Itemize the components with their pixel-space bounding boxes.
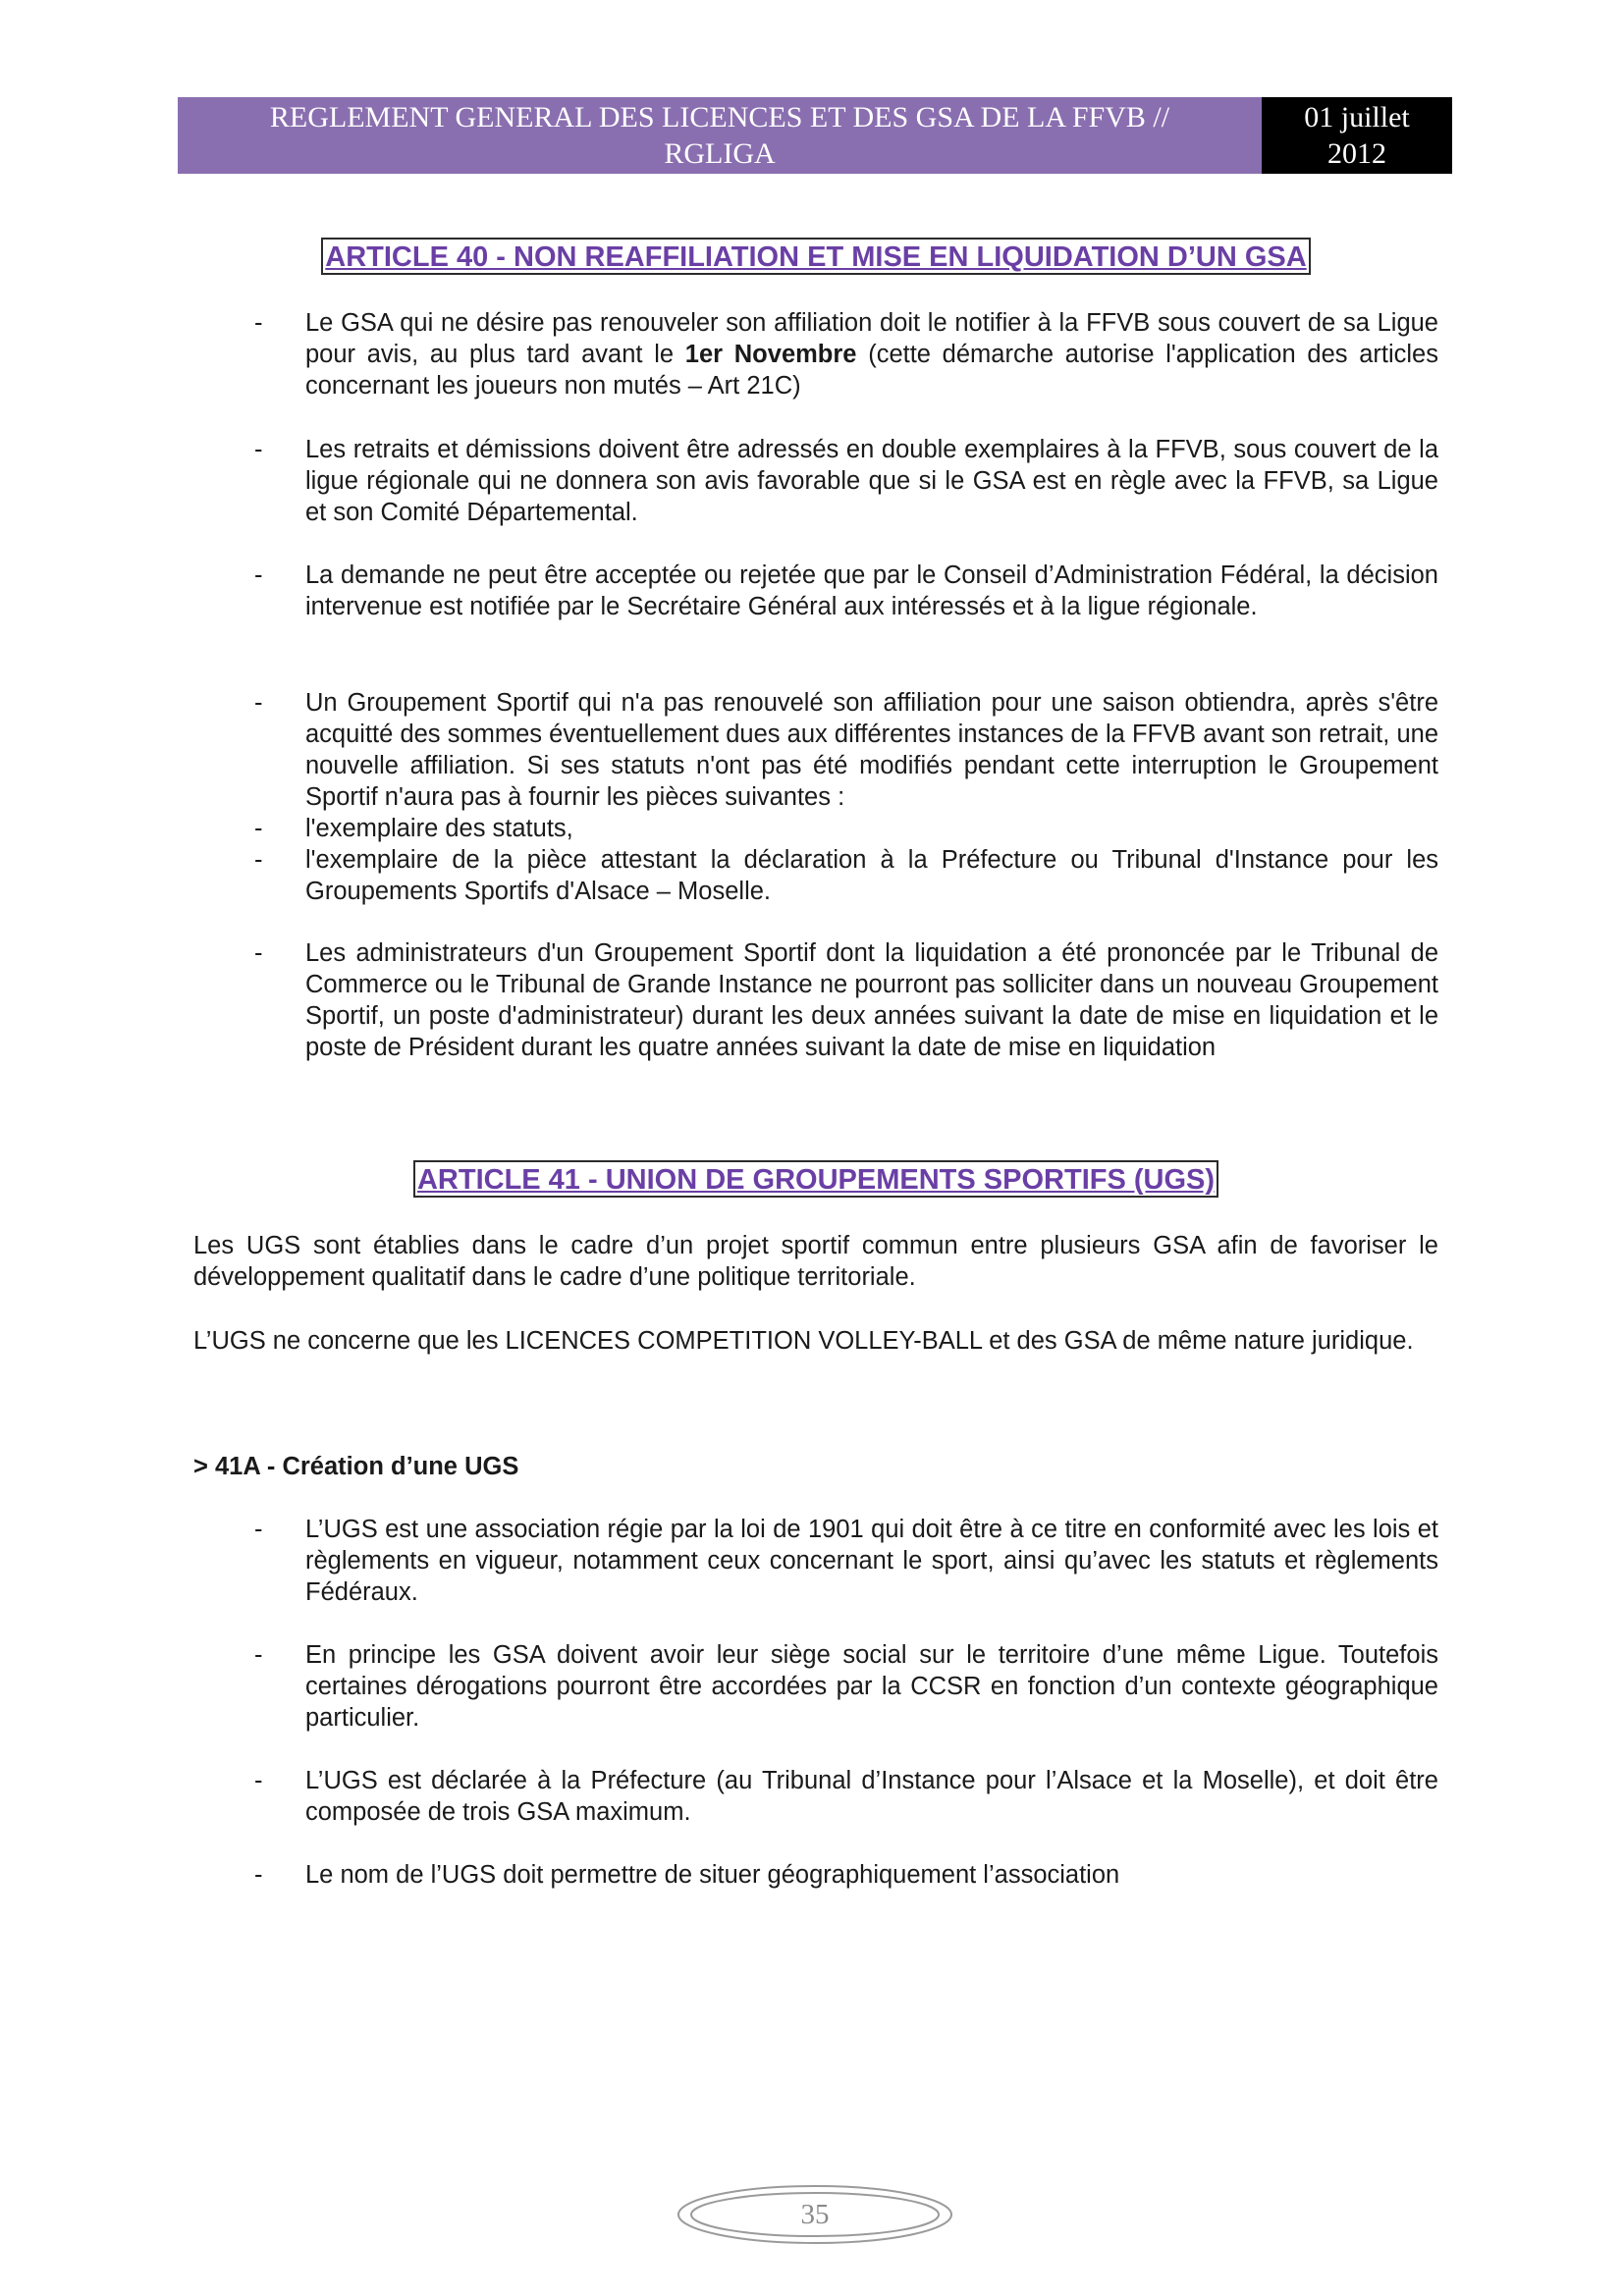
bullet-dash: - (254, 309, 263, 337)
bullet-text: Les administrateurs d'un Groupement Sportif dont la liquidation a été prononcée par le Tribunal de Commerce ou le Tribunal de Grande Instance ne pourront pas solliciter dans un nouveau Groupement Sportif, un poste d'administrateur) durant les deux années suivant la date de mise en liquidation et le poste de Président durant les quatre années suivant la date de mise en liquidation (305, 939, 1438, 1061)
article-40-bullet (193, 560, 1438, 622)
article-41a-bullet (193, 1765, 1438, 1828)
bullet-bold-date: 1er Novembre (684, 341, 857, 368)
article-41a-bullet (193, 1859, 1438, 1891)
bullet-text: Les retraits et démissions doivent être adressés en double exemplaires à la FFVB, sous couvert de la ligue régionale qui ne donnera son avis favorable que si le GSA est en règle avec la FFVB, sa Ligue et son Comité Départemental. (305, 436, 1438, 526)
article-41-intro (193, 1230, 1438, 1293)
bullet-dash: - (254, 689, 263, 717)
paragraph: Les UGS sont établies dans le cadre d’un projet sportif commun entre plusieurs GSA afin de favoriser le développement qualitatif dans le cadre d’une politique territoriale. (193, 1232, 1438, 1291)
bullet-dash: - (254, 561, 263, 589)
bullet-text: L’UGS est une association régie par la loi de 1901 qui doit être à ce titre en conformité avec les lois et règlements en vigueur, notamment ceux concernant le sport, ainsi qu’avec les statuts et règlements Fédéraux. (305, 1516, 1438, 1606)
bullet-text: Le nom de l’UGS doit permettre de situer géographiquement l’association (305, 1861, 1120, 1889)
bullet-text: (cette démarche autorise l'application des articles concernant les joueurs non mutés – Art 21C) (305, 341, 1438, 400)
bullet-text: l'exemplaire de la pièce attestant la déclaration à la Préfecture ou Tribunal d'Instance pour les Groupements Sportifs d'Alsace – Moselle. (305, 846, 1438, 905)
document-date-line-2: 2012 (1327, 137, 1386, 170)
section-41a-heading (193, 1451, 1438, 1482)
article-41a-bullet (193, 1639, 1438, 1734)
article-40-bullet (193, 307, 1438, 401)
bullet-dash: - (254, 846, 263, 874)
article-40-heading (193, 238, 1438, 275)
bullet-text: Un Groupement Sportif qui n'a pas renouvelé son affiliation pour une saison obtiendra, après s'être acquitté des sommes éventuellement dues aux différentes instances de la FFVB avant son retrait, une nouvelle affiliation. Si ses statuts n'ont pas été modifiés pendant cette interruption le Groupement Sportif n'aura pas à fournir les pièces suivantes : (305, 689, 1438, 811)
document-date-line-1: 01 juillet (1304, 101, 1410, 133)
section-heading: > 41A - Création d’une UGS (193, 1453, 519, 1480)
document-title-line-2: RGLIGA (664, 137, 776, 170)
bullet-text: La demande ne peut être acceptée ou rejetée que par le Conseil d’Administration Fédéral, la décision intervenue est notifiée par le Secrétaire Général aux intéressés et à la ligue régionale. (305, 561, 1438, 620)
article-40-bullet (193, 937, 1438, 1063)
bullet-text: Le GSA qui ne désire pas renouveler son affiliation doit le notifier à la FFVB sous couvert de sa Ligue pour avis, au plus tard avant le (305, 309, 1438, 368)
bullet-dash: - (254, 436, 263, 463)
paragraph: L’UGS ne concerne que les LICENCES COMPETITION VOLLEY-BALL et des GSA de même nature juridique. (193, 1327, 1414, 1355)
article-40-bullet (193, 687, 1438, 907)
article-41-scope (193, 1325, 1438, 1357)
article-41-heading (193, 1160, 1438, 1198)
article-40-title: ARTICLE 40 - NON REAFFILIATION ET MISE EN LIQUIDATION D’UN GSA (321, 238, 1310, 275)
bullet-dash: - (254, 1767, 263, 1794)
article-41-title: ARTICLE 41 - UNION DE GROUPEMENTS SPORTIFS (UGS) (413, 1160, 1218, 1198)
document-title (178, 97, 1262, 174)
bullet-dash: - (254, 815, 263, 842)
bullet-text: l'exemplaire des statuts, (305, 815, 573, 842)
page-number-badge (676, 2183, 954, 2246)
bullet-text: En principe les GSA doivent avoir leur siège social sur le territoire d’une même Ligue. Toutefois certaines dérogations pourront être accordées par la CCSR en fonction d’un contexte géographique particulier. (305, 1641, 1438, 1732)
page-number: 35 (800, 2199, 830, 2230)
document-date (1262, 97, 1452, 174)
bullet-dash: - (254, 1861, 263, 1889)
document-title-line-1: REGLEMENT GENERAL DES LICENCES ET DES GSA DE LA FFVB // (269, 101, 1170, 133)
page-header (178, 97, 1452, 174)
article-41a-bullet (193, 1514, 1438, 1608)
bullet-dash: - (254, 1516, 263, 1543)
article-40-bullet (193, 434, 1438, 528)
bullet-text: L’UGS est déclarée à la Préfecture (au Tribunal d’Instance pour l’Alsace et la Moselle), et doit être composée de trois GSA maximum. (305, 1767, 1438, 1826)
bullet-dash: - (254, 1641, 263, 1669)
bullet-dash: - (254, 939, 263, 967)
